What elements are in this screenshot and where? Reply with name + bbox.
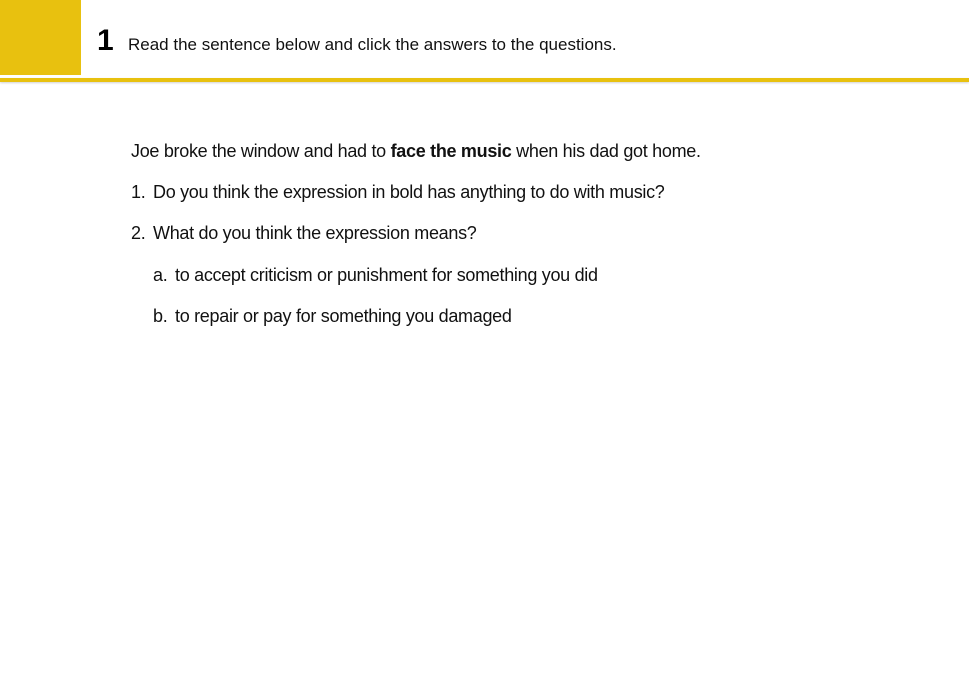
question-number: 1. (131, 182, 146, 202)
header-divider (0, 78, 969, 82)
bold-expression: face the music (390, 141, 512, 161)
option-text: to repair or pay for something you damaged (175, 306, 512, 326)
answer-option-a[interactable] (153, 264, 598, 286)
example-sentence (131, 140, 701, 162)
option-letter: a. (153, 265, 168, 285)
header-accent-block (0, 0, 81, 75)
question-2 (131, 222, 477, 244)
answer-option-b[interactable] (153, 305, 512, 327)
sentence-before: Joe broke the window and had to (131, 141, 391, 161)
question-number: 2. (131, 223, 146, 243)
sentence-after: when his dad got home. (511, 141, 701, 161)
option-text: to accept criticism or punishment for something you did (175, 265, 598, 285)
question-text: What do you think the expression means? (153, 223, 477, 243)
question-1 (131, 181, 665, 203)
option-letter: b. (153, 306, 168, 326)
exercise-number: 1 (97, 24, 114, 57)
question-text: Do you think the expression in bold has anything to do with music? (153, 182, 665, 202)
exercise-instruction: Read the sentence below and click the answers to the questions. (128, 35, 617, 54)
